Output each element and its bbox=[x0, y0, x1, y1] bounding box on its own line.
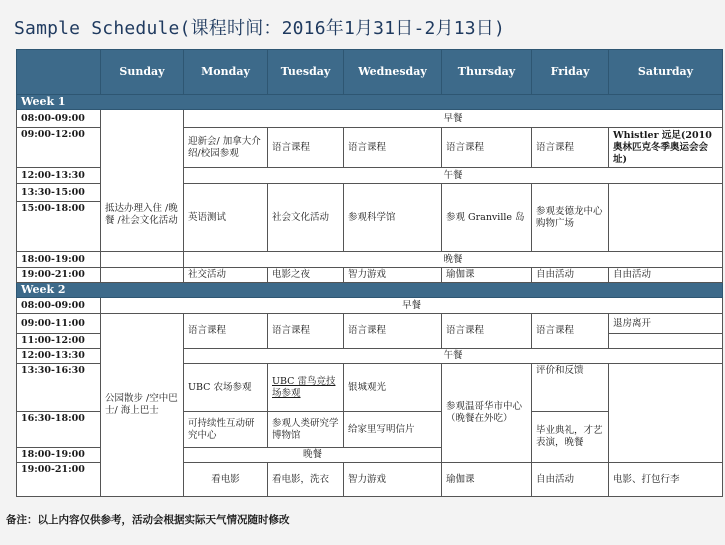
header-day: Wednesday bbox=[344, 50, 442, 95]
schedule-table bbox=[16, 49, 723, 497]
activity-cell: UBC 雷鸟竞技场参观 bbox=[268, 364, 344, 412]
time-slot: 15:00-18:00 bbox=[17, 202, 101, 252]
dinner-cell: 晚餐 bbox=[184, 252, 723, 268]
activity-cell: 语言课程 bbox=[442, 128, 532, 168]
activity-cell: Whistler 远足(2010 奥林匹克冬季奥运会会址) bbox=[609, 128, 723, 168]
activity-cell: 退房离开 bbox=[609, 314, 723, 334]
dinner-cell: 晚餐 bbox=[184, 448, 442, 463]
activity-cell: 自由活动 bbox=[532, 463, 609, 497]
table-row bbox=[17, 268, 723, 283]
time-slot: 18:00-19:00 bbox=[17, 448, 101, 463]
time-slot: 16:30-18:00 bbox=[17, 412, 101, 448]
week-label: Week 1 bbox=[17, 95, 723, 110]
header-day: Sunday bbox=[101, 50, 184, 95]
header-day: Thursday bbox=[442, 50, 532, 95]
activity-cell: 自由活动 bbox=[609, 268, 723, 283]
activity-cell: 给家里写明信片 bbox=[344, 412, 442, 448]
table-row bbox=[17, 314, 723, 334]
time-slot: 19:00-21:00 bbox=[17, 268, 101, 283]
activity-cell: 迎新会/ 加拿大介绍/校园参观 bbox=[184, 128, 268, 168]
activity-cell: 瑜伽课 bbox=[442, 268, 532, 283]
breakfast-cell: 早餐 bbox=[101, 298, 723, 314]
activity-cell: 银城观光 bbox=[344, 364, 442, 412]
sunday-cell: 公园散步 /空中巴士/ 海上巴士 bbox=[101, 314, 184, 497]
activity-cell: 看电影，洗衣 bbox=[268, 463, 344, 497]
activity-cell: 语言课程 bbox=[344, 314, 442, 349]
time-slot: 13:30-16:30 bbox=[17, 364, 101, 412]
activity-cell bbox=[609, 184, 723, 252]
saturday-cell-empty bbox=[609, 334, 723, 349]
activity-cell: 自由活动 bbox=[532, 268, 609, 283]
activity-cell: 语言课程 bbox=[532, 128, 609, 168]
breakfast-cell: 早餐 bbox=[184, 110, 723, 128]
activity-cell: 可持续性互动研究中心 bbox=[184, 412, 268, 448]
activity-cell: 社交活动 bbox=[184, 268, 268, 283]
activity-cell: 参观 Granville 岛 bbox=[442, 184, 532, 252]
week-2-header bbox=[17, 283, 723, 298]
header-row bbox=[17, 50, 723, 95]
activity-cell: UBC 农场参观 bbox=[184, 364, 268, 412]
sunday-cell-empty bbox=[101, 268, 184, 283]
time-slot: 13:30-15:00 bbox=[17, 184, 101, 202]
sunday-cell-empty bbox=[101, 252, 184, 268]
activity-cell: 智力游戏 bbox=[344, 463, 442, 497]
table-row bbox=[17, 110, 723, 128]
activity-cell: 电影、打包行李 bbox=[609, 463, 723, 497]
footnote: 备注：以上内容仅供参考，活动会根据实际天气情况随时修改 bbox=[6, 514, 290, 526]
time-slot: 18:00-19:00 bbox=[17, 252, 101, 268]
time-slot: 12:00-13:30 bbox=[17, 349, 101, 364]
header-day: Saturday bbox=[609, 50, 723, 95]
activity-cell: 参观麦德龙中心购物广场 bbox=[532, 184, 609, 252]
time-slot: 12:00-13:30 bbox=[17, 168, 101, 184]
table-row bbox=[17, 298, 723, 314]
activity-cell: 参观人类研究学博物馆 bbox=[268, 412, 344, 448]
time-slot: 09:00-12:00 bbox=[17, 128, 101, 168]
activity-cell: 评价和反馈 bbox=[532, 364, 609, 412]
activity-cell: 语言课程 bbox=[184, 314, 268, 349]
activity-cell: 毕业典礼，才艺表演，晚餐 bbox=[532, 412, 609, 463]
activity-cell: 瑜伽课 bbox=[442, 463, 532, 497]
table-row bbox=[17, 252, 723, 268]
week-label: Week 2 bbox=[17, 283, 723, 298]
saturday-cell-empty bbox=[609, 364, 723, 463]
header-day: Tuesday bbox=[268, 50, 344, 95]
lunch-cell: 午餐 bbox=[184, 168, 723, 184]
activity-cell: 参观科学馆 bbox=[344, 184, 442, 252]
time-slot: 19:00-21:00 bbox=[17, 463, 101, 497]
header-day: Monday bbox=[184, 50, 268, 95]
activity-cell: 英语测试 bbox=[184, 184, 268, 252]
time-slot: 11:00-12:00 bbox=[17, 334, 101, 349]
activity-cell: 看电影 bbox=[184, 463, 268, 497]
activity-cell: 语言课程 bbox=[532, 314, 609, 349]
activity-cell: 智力游戏 bbox=[344, 268, 442, 283]
activity-cell: 参观温哥华市中心（晚餐在外吃） bbox=[442, 364, 532, 463]
activity-cell: 电影之夜 bbox=[268, 268, 344, 283]
activity-cell: 语言课程 bbox=[268, 314, 344, 349]
activity-cell: 社会文化活动 bbox=[268, 184, 344, 252]
page-title: Sample Schedule(课程时间：2016年1月31日-2月13日) bbox=[14, 18, 506, 39]
week-1-header bbox=[17, 95, 723, 110]
activity-cell: 语言课程 bbox=[442, 314, 532, 349]
activity-cell: 语言课程 bbox=[268, 128, 344, 168]
sunday-cell: 抵达办理入住 /晚餐 /社会文化活动 bbox=[101, 110, 184, 252]
time-slot: 08:00-09:00 bbox=[17, 110, 101, 128]
time-slot: 09:00-11:00 bbox=[17, 314, 101, 334]
header-time bbox=[17, 50, 101, 95]
header-day: Friday bbox=[532, 50, 609, 95]
lunch-cell: 午餐 bbox=[184, 349, 723, 364]
time-slot: 08:00-09:00 bbox=[17, 298, 101, 314]
activity-cell: 语言课程 bbox=[344, 128, 442, 168]
